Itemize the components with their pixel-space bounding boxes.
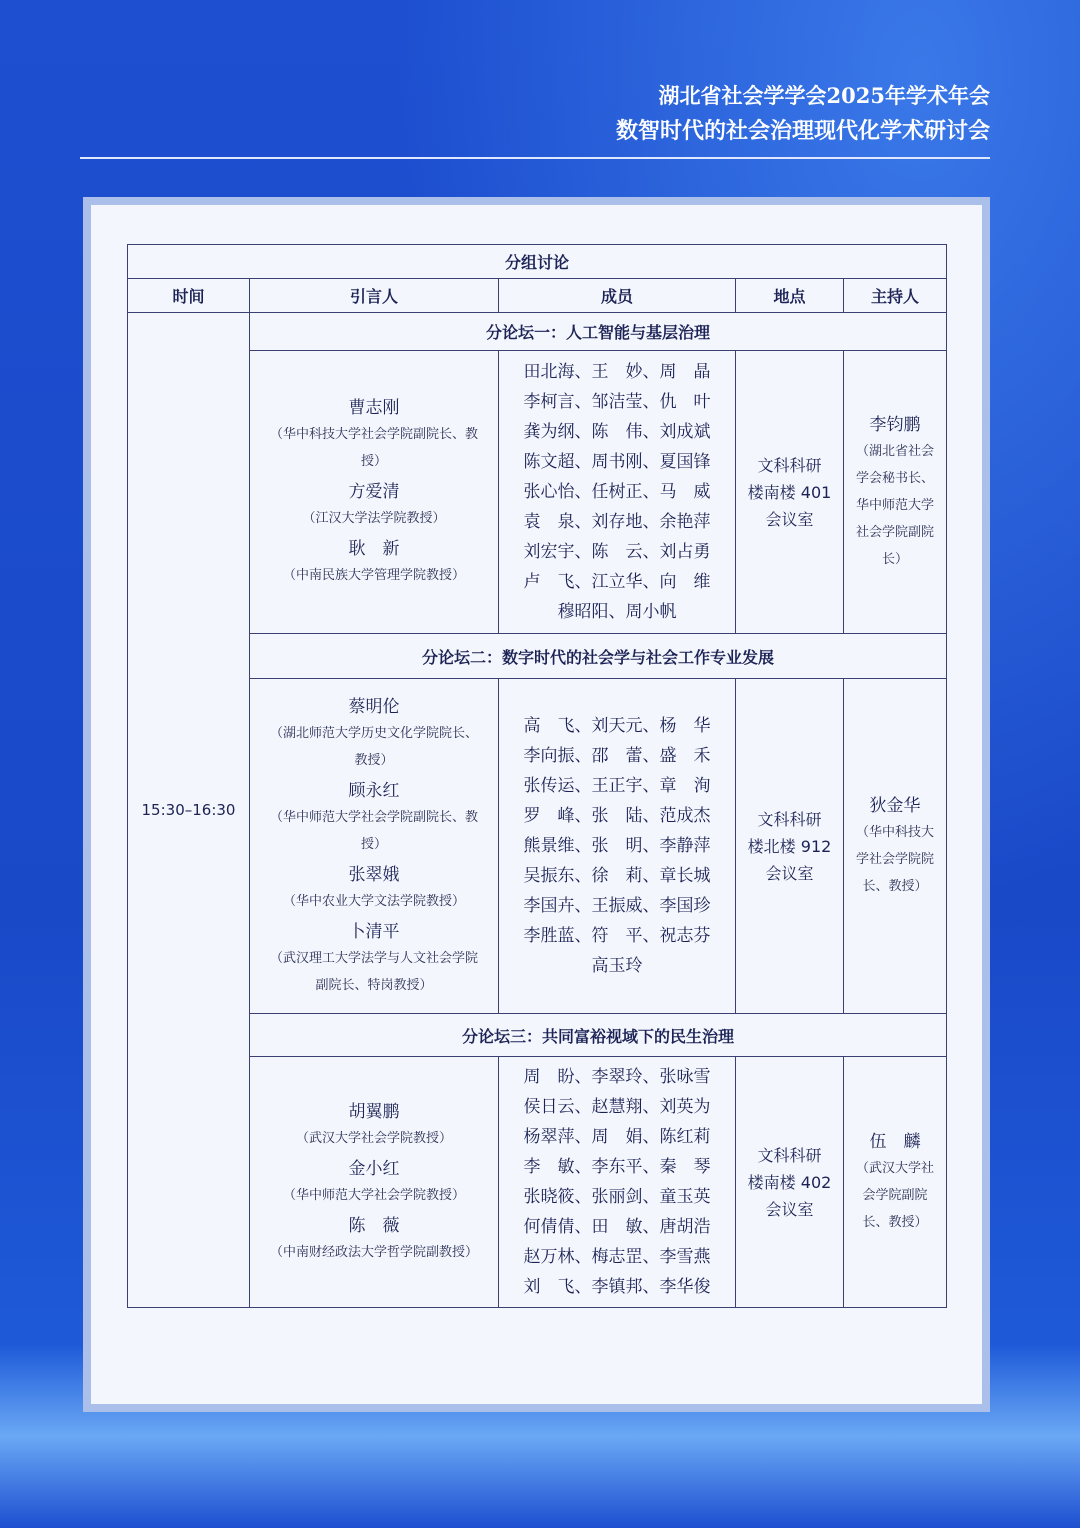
col-location: 地点	[736, 279, 844, 313]
speaker-name: 胡翼鹏	[348, 1101, 400, 1122]
speaker	[250, 778, 498, 858]
host-affiliation: （湖北省社会学会秘书长、华中师范大学社会学院副院长）	[855, 443, 934, 567]
speaker-affiliation: （中南财经政法大学哲学院副教授）	[269, 1244, 478, 1260]
members-cell	[499, 1057, 736, 1308]
speaker-affiliation: （湖北师范大学历史文化学院院长、教授）	[269, 725, 478, 768]
schedule-card	[83, 197, 990, 1412]
speaker-affiliation: （华中科技大学社会学院副院长、教授）	[269, 427, 478, 469]
host-name: 狄金华	[869, 795, 921, 816]
member-line: 刘 飞、李镇邦、李华俊	[523, 1277, 711, 1297]
speaker-name: 方爱清	[348, 482, 400, 502]
forum-row	[128, 679, 947, 1014]
col-speakers: 引言人	[250, 279, 499, 313]
location-line: 文科科研	[757, 809, 822, 829]
forum-title: 分论坛二：数字时代的社会学与社会工作专业发展	[250, 634, 947, 679]
member-line: 刘宏宇、陈 云、刘占勇	[523, 542, 711, 562]
member-line: 李向振、邵 蕾、盛 禾	[523, 746, 711, 766]
forum-row	[128, 351, 947, 634]
speaker-name: 耿 新	[348, 539, 400, 559]
forum-row	[128, 1057, 947, 1308]
location-cell	[736, 351, 844, 634]
speaker	[250, 919, 498, 999]
member-line: 龚为纲、陈 伟、刘成斌	[523, 422, 711, 442]
col-time: 时间	[128, 279, 250, 313]
speaker-affiliation: （江汉大学法学院教授）	[302, 511, 446, 526]
table-title: 分组讨论	[128, 245, 947, 279]
speaker-name: 张翠娥	[348, 864, 400, 885]
host-cell	[844, 679, 947, 1014]
member-line: 袁 泉、刘存地、余艳萍	[523, 512, 711, 532]
speaker	[250, 1156, 498, 1209]
member-line: 周 盼、李翠玲、张咏雪	[523, 1067, 711, 1087]
member-line: 张晓筱、张丽剑、童玉英	[523, 1187, 711, 1207]
member-line: 李国卉、王振威、李国珍	[523, 896, 711, 916]
members-cell	[499, 351, 736, 634]
speaker	[250, 479, 498, 532]
speaker-name: 顾永红	[348, 780, 400, 801]
speakers-cell	[250, 1057, 499, 1308]
location-line: 文科科研	[757, 455, 822, 475]
speaker-affiliation: （中南民族大学管理学院教授）	[282, 568, 465, 583]
location-cell	[736, 1057, 844, 1308]
speaker	[250, 1213, 498, 1266]
member-line: 杨翠萍、周 娟、陈红莉	[523, 1127, 711, 1147]
header-divider	[80, 157, 990, 159]
host-name: 伍 麟	[869, 1131, 921, 1152]
host-name: 李钧鹏	[869, 414, 921, 435]
location-line: 楼南楼 401	[747, 482, 832, 502]
location-line: 会议室	[765, 1199, 814, 1219]
member-line: 熊景维、张 明、李静萍	[523, 836, 711, 856]
member-line: 赵万林、梅志罡、李雪燕	[523, 1247, 711, 1267]
forum-title: 分论坛一：人工智能与基层治理	[250, 313, 947, 351]
speakers-cell	[250, 351, 499, 634]
member-line: 张传运、王正宇、章 洵	[523, 776, 711, 796]
location-line: 会议室	[765, 509, 814, 529]
speakers-cell	[250, 679, 499, 1014]
member-line: 穆昭阳、周小帆	[557, 602, 677, 622]
location-line: 楼南楼 402	[747, 1172, 832, 1192]
member-line: 李柯言、邹洁莹、仇 叶	[523, 392, 711, 412]
speaker	[250, 1099, 498, 1152]
forum-title: 分论坛三：共同富裕视域下的民生治理	[250, 1014, 947, 1057]
speaker-affiliation: （武汉理工大学法学与人文社会学院副院长、特岗教授）	[269, 950, 478, 993]
speaker-affiliation: （华中农业大学文法学院教授）	[282, 893, 465, 909]
members-cell	[499, 679, 736, 1014]
member-line: 陈文超、周书刚、夏国锋	[523, 452, 711, 472]
speaker	[250, 694, 498, 774]
member-line: 罗 峰、张 陆、范成杰	[523, 806, 711, 826]
speaker	[250, 536, 498, 589]
host-cell	[844, 1057, 947, 1308]
col-host: 主持人	[844, 279, 947, 313]
speaker	[250, 862, 498, 915]
host-cell	[844, 351, 947, 634]
speaker-name: 卜清平	[348, 921, 400, 942]
col-members: 成员	[499, 279, 736, 313]
member-line: 侯日云、赵慧翔、刘英为	[523, 1097, 711, 1117]
host-affiliation: （华中科技大学社会学院院长、教授）	[855, 824, 934, 894]
speaker	[250, 395, 498, 475]
group-discussion-table	[127, 244, 947, 1308]
member-line: 高玉玲	[591, 956, 643, 976]
speaker-name: 蔡明伦	[348, 696, 400, 717]
location-line: 楼北楼 912	[747, 836, 832, 856]
speaker-name: 金小红	[348, 1158, 400, 1179]
speaker-name: 曹志刚	[348, 398, 400, 418]
speaker-name: 陈 薇	[348, 1215, 400, 1236]
time-cell: 15:30–16:30	[128, 313, 250, 1308]
member-line: 李 敏、李东平、秦 琴	[523, 1157, 711, 1177]
member-line: 高 飞、刘天元、杨 华	[523, 716, 711, 736]
host-affiliation: （武汉大学社会学院副院长、教授）	[855, 1160, 934, 1230]
speaker-affiliation: （华中师范大学社会学院教授）	[282, 1187, 465, 1203]
member-line: 吴振东、徐 莉、章长城	[523, 866, 711, 886]
conference-title: 湖北省社会学学会2025年学术年会	[658, 83, 990, 108]
conference-header	[616, 80, 990, 145]
member-line: 何倩倩、田 敏、唐胡浩	[523, 1217, 711, 1237]
member-line: 卢 飞、江立华、向 维	[523, 572, 711, 592]
location-line: 文科科研	[757, 1145, 822, 1165]
member-line: 田北海、王 妙、周 晶	[523, 362, 711, 382]
location-cell	[736, 679, 844, 1014]
conference-subtitle: 数智时代的社会治理现代化学术研讨会	[615, 119, 990, 144]
member-line: 张心怡、任树正、马 威	[523, 482, 711, 502]
location-line: 会议室	[765, 863, 814, 883]
member-line: 李胜蓝、符 平、祝志芬	[523, 926, 711, 946]
speaker-affiliation: （武汉大学社会学院教授）	[295, 1130, 452, 1146]
speaker-affiliation: （华中师范大学社会学院副院长、教授）	[269, 809, 478, 852]
